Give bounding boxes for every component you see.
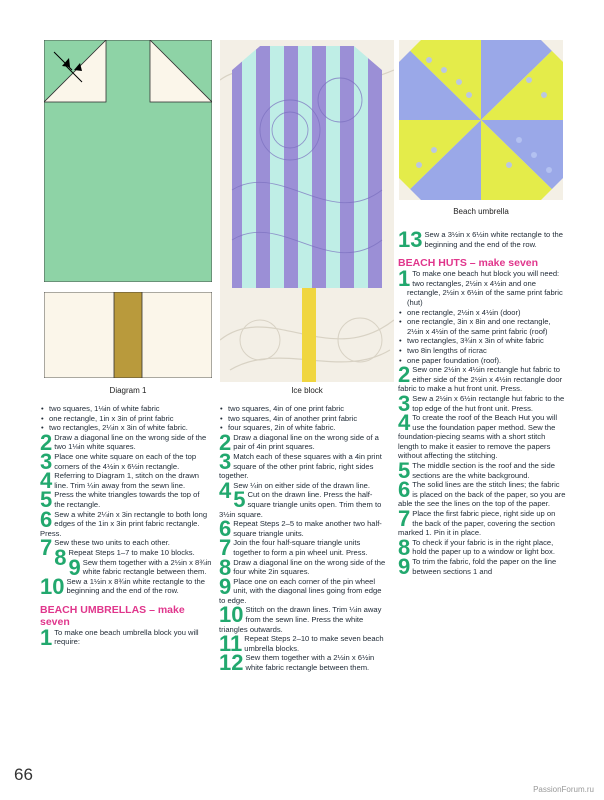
step-item [398, 362, 566, 394]
step-number: 4 [219, 477, 232, 503]
step-number: 8 [398, 534, 411, 560]
footer-watermark: PassionForum.ru [533, 785, 594, 794]
step-text: To make one beach hut block you will need: [412, 269, 560, 279]
bullet-item: • two squares, 1⅛in of white fabric [40, 404, 212, 414]
step-text: To trim the fabric, fold the paper on the line between sections 1 and [412, 557, 557, 576]
step-number: 7 [398, 506, 411, 532]
umbrella-caption: Beach umbrella [453, 207, 509, 216]
step-text: Sew ¼in on either side of the drawn line. [233, 480, 371, 490]
step-text: Match each of these squares with a 4in print square of the other print fabric, right sides together. [219, 451, 382, 481]
step-number: 3 [40, 448, 53, 474]
step-text: To create the roof of the Beach Hut you will use the foundation paper method. Sew the foundation-piecing seams with a short stitch length to make it easier to remove the papers without affecting the stitching. [398, 413, 558, 461]
step-item [40, 487, 212, 513]
step-item [398, 390, 566, 416]
bullet-item: • two 8in lengths of ricrac [398, 346, 566, 356]
bullet-item: • one rectangle, 1in x 3in of print fabric [40, 414, 212, 424]
step-number: 5 [233, 487, 246, 513]
step-number: 7 [40, 535, 53, 561]
step-number: 6 [398, 477, 411, 503]
step-number: 8 [54, 544, 67, 570]
diagram-caption: Diagram 1 [109, 386, 147, 395]
step-number: 4 [398, 410, 411, 436]
step-text: Stitch on the drawn lines. Trim ¼in away from the sewn line. Press the white triangles outwards. [219, 605, 382, 634]
step-item [219, 602, 387, 634]
step-item [40, 554, 212, 580]
step-item [219, 429, 387, 455]
step-text: Sew a white 2¼in x 3in rectangle to both long edges of the 1in x 3in print fabric rectangle. Press. [40, 509, 208, 538]
step-text: Draw a diagonal line on the wrong side of the two 1⅛in white squares. [54, 432, 207, 452]
step-number: 1 [40, 624, 53, 650]
bullet-item: • one paper foundation (roof). [398, 356, 566, 366]
step-item [219, 516, 387, 542]
diagram-1-bottom [44, 292, 212, 378]
column-1 [40, 404, 212, 650]
step-item [219, 650, 387, 676]
step-number: 2 [40, 429, 53, 455]
step-text: Sew them together with a 2½in x 8¾in white fabric rectangle between them. [82, 557, 212, 577]
step-text: Sew one 2½in x 4½in rectangle hut fabric to either side of the 2½in x 4½in rectangle door fabric to make a hut front unit. Press. [398, 365, 563, 394]
step-item [398, 227, 566, 252]
step-number: 8 [219, 554, 232, 580]
step-number: 9 [219, 573, 232, 599]
step-item [40, 429, 212, 455]
step-text: Place one on each corner of the pin wheel unit, with the diagonal lines going from edge to edge. [219, 576, 382, 605]
step-item [398, 477, 566, 509]
ice-block-photo [220, 40, 394, 382]
diagram-1-top [44, 40, 212, 282]
step-item [398, 458, 566, 484]
step-number: 9 [68, 554, 81, 580]
step-item [398, 410, 566, 461]
bullet-item: • two rectangles, 2¼in x 3in of white fabric. [40, 423, 212, 433]
section-heading: BEACH HUTS – make seven [398, 257, 539, 270]
column-3 [398, 227, 566, 579]
step-item [398, 506, 566, 538]
ice-block-caption: Ice block [291, 386, 323, 395]
step-text: The middle section is the roof and the side sections are the white background. [412, 461, 555, 480]
step-item [219, 573, 387, 606]
step-number: 3 [398, 390, 411, 416]
step-number: 2 [219, 429, 232, 455]
bullet-item: • two squares, 4in of another print fabric [219, 414, 387, 424]
step-item [219, 535, 387, 561]
step-number: 9 [398, 554, 411, 579]
step-item [398, 534, 566, 560]
step-item [398, 554, 566, 579]
step-text: Repeat Steps 2–10 to make seven beach umbrella blocks. [244, 634, 384, 653]
bullet-item: • one rectangle, 2½in x 4½in (door) [398, 308, 566, 318]
bullet-item: • one rectangle, 3in x 8in and one rectangle, 2½in x 4½in of the same print fabric (roof) [398, 317, 566, 336]
step-text: The solid lines are the stitch lines; the fabric is placed on the back of the paper, so you are able the see the lines on the top of the paper. [398, 480, 566, 509]
step-item [219, 448, 387, 481]
column-2 [219, 404, 387, 676]
step-text: To make one beach umbrella block you will require: [54, 627, 199, 647]
step-text: Draw a diagonal line on the wrong side of a pair of 4in print squares. [233, 432, 379, 452]
step-item [40, 506, 212, 539]
step-number: 10 [40, 573, 65, 599]
step-text: Sew them together with a 2½in x 6½in white fabric rectangle between them. [245, 653, 375, 673]
bullet-item: • two squares, 4in of one print fabric [219, 404, 387, 414]
step-number: 4 [40, 468, 53, 494]
bullet-item: • two rectangles, 3¾in x 3in of white fabric [398, 336, 566, 346]
step-number: 12 [219, 650, 244, 676]
step-item [219, 487, 387, 519]
step-number: 3 [219, 448, 232, 474]
step-item [219, 554, 387, 580]
step-number: 6 [219, 516, 232, 542]
step-item [40, 573, 212, 599]
step-number: 5 [398, 458, 411, 484]
step-number: 5 [40, 487, 53, 513]
bullet-item: • two rectangles, 2½in x 4½in and one rectangle, 2½in x 6½in of the same print fabric (hut) [398, 279, 566, 308]
beach-umbrella-photo [399, 40, 563, 200]
step-item [40, 448, 212, 474]
step-text: To check if your fabric is in the right place, hold the paper up to a window or light box. [412, 537, 555, 557]
step-text: Cut on the drawn line. Press the half-square triangle units open. Trim them to 3½in square. [219, 490, 382, 519]
step-number: 7 [219, 535, 232, 561]
section-heading: BEACH UMBRELLAS – make seven [40, 603, 185, 628]
step-text: Place one white square on each of the top corners of the 4½in x 6½in rectangle. [54, 451, 197, 471]
step-text: Join the four half-square triangle units together to form a pin wheel unit. Press. [233, 538, 368, 557]
step-text: Repeat Steps 1–7 to make 10 blocks. [68, 547, 195, 557]
step-number: 6 [40, 506, 53, 532]
step-text: Place the first fabric piece, right side up on the back of the paper, covering the section marked 1. Pin it in place. [398, 509, 556, 538]
step-text: Press the white triangles towards the top of the rectangle. [54, 490, 200, 509]
step-text: Sew a 2½in x 6½in rectangle hut fabric to the top edge of the hut front unit. Press. [412, 393, 565, 413]
step-item [40, 468, 212, 494]
step-number: 1 [398, 266, 411, 292]
step-item [398, 266, 566, 292]
step-number: 13 [398, 227, 423, 252]
step-text: Sew these two units to each other. [54, 538, 170, 548]
step-text: Draw a diagonal line on the wrong side of the four white 2in squares. [233, 557, 386, 577]
step-text: Sew a 3½in x 6½in white rectangle to the beginning and the end of the row. [424, 230, 563, 249]
step-text: Repeat Steps 2–5 to make another two half-square triangle units. [233, 519, 382, 538]
step-text: Sew a 1½in x 8¾in white rectangle to the beginning and the end of the row. [66, 576, 205, 596]
step-item [219, 631, 387, 657]
step-text: Referring to Diagram 1, stitch on the drawn line. Trim ¼in away from the sewn line. [54, 471, 200, 490]
page-number: 66 [14, 765, 33, 784]
step-number: 11 [219, 631, 243, 657]
step-number: 10 [219, 602, 244, 628]
step-item [40, 624, 212, 650]
step-number: 2 [398, 362, 411, 388]
bullet-item: • four squares, 2in of white fabric. [219, 423, 387, 433]
